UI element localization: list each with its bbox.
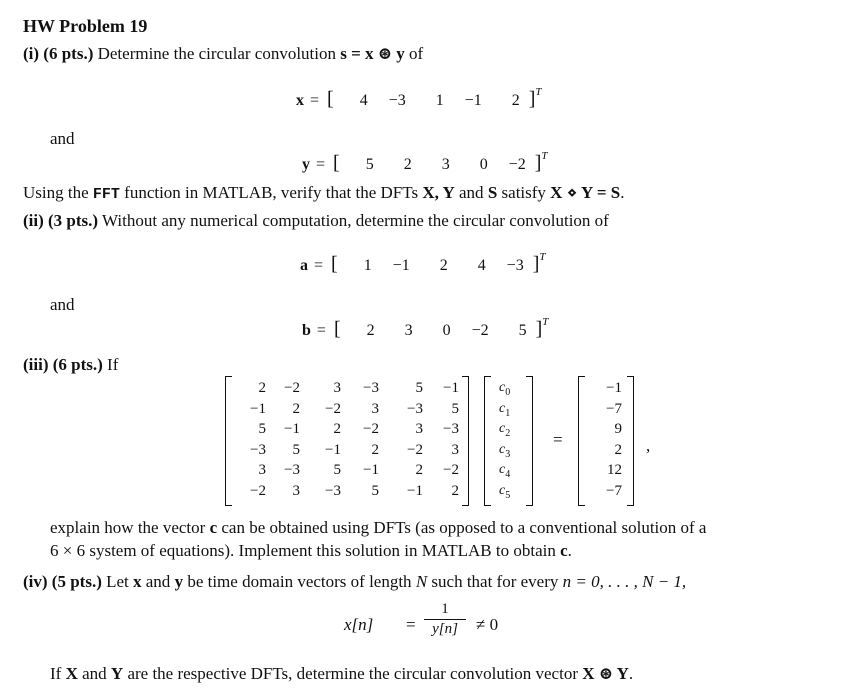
vector-b-name: b (302, 322, 311, 339)
matrix-cell: −3 (407, 400, 423, 417)
matrix-cell: 3 (258, 462, 266, 478)
vector-y-element: 3 (441, 156, 450, 173)
matrix-cell: −3 (284, 462, 300, 478)
vector-a-name: a (300, 257, 308, 274)
vector-x-eq: = (310, 92, 320, 109)
c-vector-entry: $c_2$ (499, 421, 511, 439)
c-vector-entry: $c_5$ (499, 482, 511, 501)
vector-y-element: 5 (365, 156, 374, 173)
matrix-cell: −2 (363, 421, 379, 437)
vector-y-transpose: T (541, 149, 548, 162)
matrix-cell: −3 (250, 441, 266, 458)
c-vector-left-bracket (484, 376, 491, 506)
rhs-right-bracket (627, 376, 634, 506)
vector-a-element: −1 (392, 257, 410, 274)
rhs-entry: −7 (606, 482, 622, 499)
fraction-numerator: 1 (441, 601, 449, 617)
vector-x-element: 2 (511, 92, 520, 109)
part-i-text-end: of (404, 44, 424, 63)
vector-x-element: −3 (388, 92, 406, 109)
matrix-cell: 2 (292, 400, 300, 417)
problem-title: HW Problem 19 (23, 16, 148, 36)
matrix-cell: −1 (325, 441, 341, 458)
vector-y-element: 2 (403, 156, 412, 173)
vector-x-element: 1 (435, 92, 444, 109)
matrix-right-bracket (462, 376, 469, 506)
matrix-cell: −2 (325, 400, 341, 417)
and-label-1: and (50, 129, 75, 148)
matrix-cell: 3 (415, 421, 423, 437)
explain-line-1: explain how the vector c can be obtained using DFTs (as opposed to a conventional solution of a (50, 518, 707, 537)
matrix-cell: −2 (443, 462, 459, 478)
vector-b-element: 2 (366, 322, 375, 339)
vector-b-element: 5 (518, 322, 527, 339)
rhs-entry: 2 (614, 441, 622, 458)
c-vector-right-bracket (526, 376, 533, 506)
vector-y-values (340, 156, 530, 173)
matrix-cell: 2 (415, 462, 423, 478)
matrix-comma: , (646, 436, 651, 455)
part-iv-statement: (iv) (5 pts.) Let x and y be time domain vectors of length N such that for every n = 0, . . . , N − 1, (23, 572, 687, 591)
matrix-cell: −1 (363, 462, 379, 478)
x-n-eq: = (406, 615, 416, 634)
vector-a-element: 1 (363, 257, 372, 274)
matrix-cell: 5 (371, 482, 379, 499)
vector-b-element: 3 (404, 322, 413, 339)
matrix-cell: −1 (407, 482, 423, 499)
c-vector-entry: $c_0$ (499, 380, 511, 398)
vector-b-element: −2 (471, 322, 489, 339)
matrix-equals: = (553, 430, 563, 449)
vector-b-transpose: T (542, 315, 549, 328)
vector-b-eq: = (316, 322, 326, 339)
vector-x-values (334, 92, 524, 109)
matrix-cell: −2 (407, 441, 423, 458)
matrix-cell: 5 (292, 441, 300, 458)
vector-y: y = [ 5 2 3 0 −2 ]$^T$ (302, 149, 548, 174)
matrix-cell: −1 (284, 421, 300, 437)
matrix-cell: −3 (363, 380, 379, 396)
part-i-text: Determine the circular convolution (97, 44, 341, 63)
matrix-cell: 5 (333, 462, 341, 478)
verify-sentence: Using the FFT function in MATLAB, verify that the DFTs X, Y and S satisfy X ⋄ Y = S. (23, 183, 625, 203)
fft-keyword: FFT (92, 186, 120, 203)
vector-y-element: 0 (479, 156, 488, 173)
rhs-entry: 9 (614, 421, 622, 437)
matrix-cell: 3 (371, 400, 379, 417)
part-iii-statement (23, 355, 118, 375)
vector-a-element: −3 (506, 257, 524, 274)
matrix-cell: −1 (250, 400, 266, 417)
part-iii-label: (iii) (6 pts.) (23, 355, 103, 374)
rhs-entry: −1 (606, 380, 622, 396)
fraction-denominator: y[n] (432, 621, 458, 637)
vector-y-eq: = (316, 156, 326, 173)
vector-b-values (341, 322, 531, 339)
matrix-cell: −1 (443, 380, 459, 396)
fraction (424, 601, 466, 638)
c-vector-entry: $c_1$ (499, 400, 511, 419)
matrix-cell: 2 (333, 421, 341, 437)
matrix-cell: 5 (451, 400, 459, 417)
matrix-cell: 2 (371, 441, 379, 458)
and-label-2: and (50, 295, 75, 314)
final-sentence: If X and Y are the respective DFTs, determine the circular convolution vector X ⊛ Y. (50, 664, 634, 683)
vector-x-element: −1 (464, 92, 482, 109)
vector-a-element: 2 (439, 257, 448, 274)
c-vector-entry: $c_4$ (499, 462, 511, 480)
vector-a-eq: = (314, 257, 324, 274)
matrix-cell: 5 (415, 380, 423, 396)
rhs-left-bracket (578, 376, 585, 506)
matrix-cell: −3 (443, 421, 459, 437)
matrix-cell: 3 (292, 482, 300, 499)
matrix-cell: −3 (325, 482, 341, 499)
part-i-label: (i) (6 pts.) (23, 44, 94, 63)
c-vector-entry: $c_3$ (499, 441, 511, 460)
part-ii-label: (ii) (3 pts.) (23, 211, 99, 230)
rhs-entry: −7 (606, 400, 622, 417)
vector-a-transpose: T (539, 250, 546, 263)
vector-y-element: −2 (508, 156, 526, 173)
part-ii-text: Without any numerical computation, determine the circular convolution of (102, 211, 609, 230)
vector-x-name: x (296, 92, 304, 109)
part-i-statement (23, 44, 423, 64)
matrix-cell: 3 (451, 441, 459, 458)
part-iv-label: (iv) (5 pts.) (23, 572, 102, 591)
vector-a-element: 4 (477, 257, 486, 274)
matrix-cell: 3 (333, 380, 341, 396)
part-ii-statement (23, 211, 609, 231)
vector-x-element: 4 (359, 92, 368, 109)
explain-line-2: 6 × 6 system of equations). Implement this solution in MATLAB to obtain c. (50, 541, 572, 560)
vector-a-values (338, 257, 528, 274)
part-i-expression: s = x ⊛ y (340, 44, 405, 63)
part-iii-if: If (107, 355, 119, 374)
matrix-cell: −2 (250, 482, 266, 499)
x-n-lhs: x[n] (344, 615, 374, 634)
vector-y-name: y (302, 156, 310, 173)
vector-b: b = [ 2 3 0 −2 5 ]$^T$ (302, 315, 549, 340)
vector-x-transpose: T (535, 85, 542, 98)
vector-x: x = [ 4 −3 1 −1 2 ]$^T$ (296, 85, 542, 110)
matrix-cell: 2 (258, 380, 266, 396)
vector-b-element: 0 (442, 322, 451, 339)
vector-a: a = [ 1 −1 2 4 −3 ]$^T$ (300, 250, 546, 275)
matrix-cell: 2 (451, 482, 459, 499)
matrix-cell: 5 (258, 421, 266, 437)
matrix-cell: −2 (284, 380, 300, 396)
matrix-left-bracket (225, 376, 232, 506)
not-equal-zero: ≠ 0 (476, 615, 499, 634)
rhs-entry: 12 (607, 462, 622, 478)
